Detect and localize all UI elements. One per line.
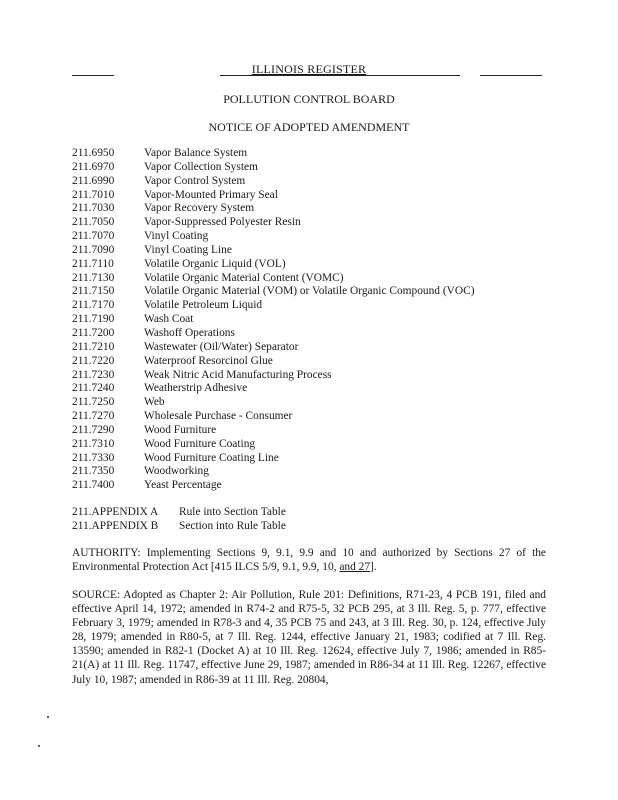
appendix-title: Rule into Section Table: [179, 506, 286, 518]
section-row: [72, 161, 552, 175]
section-row: [72, 410, 552, 424]
section-title: Volatile Organic Material (VOM) or Volatile Organic Compound (VOC): [144, 285, 475, 298]
section-list: [72, 147, 552, 493]
section-row: [72, 382, 552, 396]
section-row: [72, 299, 552, 313]
section-row: [72, 369, 552, 383]
authority-text: AUTHORITY: Implementing Sections 9, 9.1, 9.9 and 10 and authorized by Sections 27 of the Environmental Protection Act [415 ILCS 5/9, 9.1, 9.9, 10,: [72, 547, 546, 574]
authority-text-end: ].: [370, 561, 377, 574]
appendix-number: 211.APPENDIX A: [72, 506, 159, 518]
appendix-list: [72, 505, 552, 533]
margin-speck: [47, 716, 49, 718]
section-title: Wash Coat: [144, 313, 194, 326]
section-title: Vapor-Mounted Primary Seal: [144, 188, 278, 201]
section-number: 211.7310: [72, 437, 115, 450]
section-number: 211.7210: [72, 340, 115, 353]
section-row: [72, 479, 552, 493]
section-number: 211.7270: [72, 410, 115, 423]
appendix-title: Section into Rule Table: [179, 520, 286, 532]
section-row: [72, 396, 552, 410]
section-number: 211.7090: [72, 243, 115, 256]
section-row: [72, 465, 552, 479]
section-title: Vapor Recovery System: [144, 202, 255, 215]
section-row: [72, 313, 552, 327]
section-row: [72, 452, 552, 466]
section-row: [72, 189, 552, 203]
section-number: 211.7330: [72, 451, 115, 464]
section-title: Wholesale Purchase - Consumer: [144, 410, 293, 423]
section-number: 211.7240: [72, 382, 115, 395]
section-row: [72, 244, 552, 258]
section-number: 211.7350: [72, 465, 115, 478]
section-title: Weak Nitric Acid Manufacturing Process: [144, 368, 332, 381]
section-title: Volatile Organic Material Content (VOMC): [144, 271, 344, 284]
section-number: 211.7290: [72, 423, 115, 436]
section-number: 211.7190: [72, 313, 115, 326]
section-title: Wood Furniture Coating Line: [144, 451, 279, 464]
section-row: [72, 341, 552, 355]
section-row: [72, 216, 552, 230]
section-row: [72, 424, 552, 438]
section-title: Vapor Control System: [144, 174, 246, 187]
section-number: 211.7220: [72, 354, 115, 367]
authority-underlined-text: and 27: [339, 561, 371, 574]
section-title: Vinyl Coating Line: [144, 243, 232, 256]
section-title: Vapor-Suppressed Polyester Resin: [144, 216, 301, 229]
section-number: 211.6970: [72, 160, 115, 173]
section-number: 211.7150: [72, 285, 115, 298]
appendix-number: 211.APPENDIX B: [72, 520, 159, 532]
section-row: [72, 327, 552, 341]
section-title: Vapor Balance System: [144, 147, 248, 159]
section-title: Wood Furniture: [144, 423, 217, 436]
section-number: 211.7230: [72, 368, 115, 381]
section-row: [72, 258, 552, 272]
section-title: Vapor Collection System: [144, 160, 258, 173]
section-row: [72, 355, 552, 369]
section-number: 211.7200: [72, 326, 115, 339]
section-number: 211.7110: [72, 257, 114, 270]
section-row: [72, 147, 552, 161]
section-number: 211.7010: [72, 188, 115, 201]
section-row: [72, 175, 552, 189]
notice-title: NOTICE OF ADOPTED AMENDMENT: [208, 120, 410, 134]
section-title: Wastewater (Oil/Water) Separator: [144, 340, 299, 353]
section-number: 211.7050: [72, 216, 115, 229]
section-title: Yeast Percentage: [144, 479, 222, 492]
register-title-text: ILLINOIS REGISTER: [251, 62, 367, 76]
section-number: 211.7250: [72, 396, 115, 409]
section-title: Volatile Petroleum Liquid: [144, 299, 263, 312]
section-number: 211.7130: [72, 271, 115, 284]
section-number: 211.6950: [72, 147, 115, 159]
section-title: Woodworking: [144, 465, 209, 478]
section-row: [72, 230, 552, 244]
section-number: 211.6990: [72, 174, 115, 187]
appendix-row: [72, 505, 552, 519]
source-paragraph: SOURCE: Adopted as Chapter 2: Air Pollution, Rule 201: Definitions, R71-23, 4 PCB 191, filed and effective April 14, 1972; amended in R74-2 and R75-5, 32 PCB 295, at 3 Ill. Reg. 5, p. 777, effective February 3, 1979; amended in R78-3 and 4, 35 PCB 75 and 243, at 3 Ill. Reg. 30, p. 124, effective July 28, 1979; amended in R80-5, at 7 Ill. Reg. 1244, effective January 21, 1983; codified at 7 Ill. Reg. 13590; amended in R82-1 (Docket A) at 10 Ill. Reg. 12624, effective July 7, 1986; amended in R85-21(A) at 11 Ill. Reg. 11747, effective June 29, 1987; amended in R86-34 at 11 Ill. Reg. 12267, effective July 10, 1987; amended in R86-39 at 11 Ill. Reg. 20804,: [72, 589, 546, 686]
margin-speck: [38, 745, 40, 747]
section-title: Web: [144, 396, 165, 409]
section-row: [72, 202, 552, 216]
section-number: 211.7070: [72, 230, 115, 243]
appendix-row: [72, 519, 552, 533]
section-title: Washoff Operations: [144, 326, 235, 339]
section-row: [72, 272, 552, 286]
section-number: 211.7400: [72, 479, 115, 492]
register-title: [0, 62, 618, 77]
section-title: Waterproof Resorcinol Glue: [144, 354, 273, 367]
section-row: [72, 285, 552, 299]
authority-paragraph: [72, 546, 546, 574]
section-title: Volatile Organic Liquid (VOL): [144, 257, 286, 270]
section-row: [72, 438, 552, 452]
section-title: Vinyl Coating: [144, 230, 209, 243]
board-name: POLLUTION CONTROL BOARD: [223, 92, 395, 106]
section-number: 211.7170: [72, 299, 115, 312]
section-title: Weatherstrip Adhesive: [144, 382, 248, 395]
section-title: Wood Furniture Coating: [144, 437, 256, 450]
section-number: 211.7030: [72, 202, 115, 215]
